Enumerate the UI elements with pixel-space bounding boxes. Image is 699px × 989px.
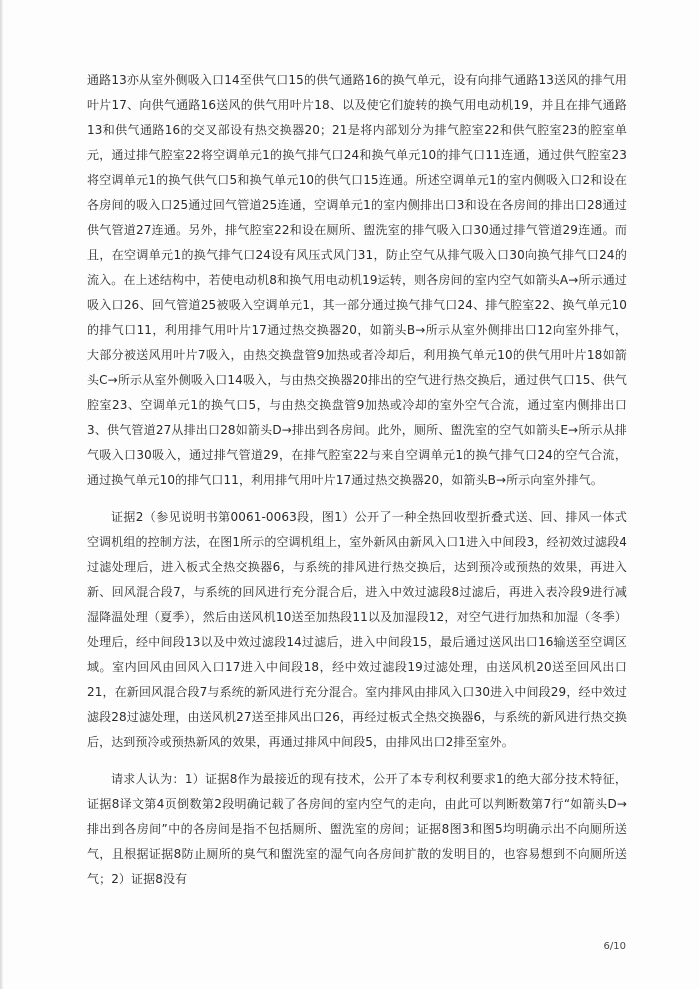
- paragraph-requester-argument: 请求人认为：1）证据8作为最接近的现有技术，公开了本专利权利要求1的绝大部分技术特征，证据8译文第4页倒数第2段明确记载了各房间的室内空气的走向，由此可以判断数第7行“如箭头D→排出到各房间”中的各房间是指不包括厕所、盥洗室的房间；证据8图3和图5均明确示出不向厕所送气，且根据证据8防止厕所的臭气和盥洗室的湿气向各房间扩散的发明目的，也容易想到不向厕所送气；2）证据8没有: [87, 772, 627, 886]
- page-number: 6/10: [603, 941, 626, 952]
- document-body: [87, 68, 627, 892]
- page-edge-shadow: [0, 0, 3, 989]
- paragraph-evidence2-description: 证据2（参见说明书第0061-0063段，图1）公开了一种全热回收型折叠式送、回、排风一体式空调机组的控制方法，在图1所示的空调机组上，室外新风由新风入口1进入中间段3，经初效过滤段4过滤处理后，进入板式全热交换器6，与系统的排风进行热交换后，达到预冷或预热的效果，再进入新、回风混合段7，与系统的回风进行充分混合后，进入中效过滤段8过滤后，再进入表冷段9进行减湿降温处理（夏季），然后由送风机10送至加热段11以及加湿段12，对空气进行加热和加湿（冬季）处理后，经中间段13以及中效过滤段14过滤后，进入中间段15，最后通过送风出口16输送至空调区域。室内回风由回风入口17进入中间段18，经中效过滤段19过滤处理，由送风机20送至回风出口21，在新回风混合段7与系统的新风进行充分混合。室内排风由排风入口30进入中间段29，经中效过滤段28过滤处理，由送风机27送至排风出口26，再经过板式全热交换器6，与系统的新风进行热交换后，达到预冷或预热新风的效果，再通过排风中间段5，由排风出口2排至室外。: [87, 510, 627, 749]
- paragraph-evidence8-description: 通路13亦从室外侧吸入口14至供气口15的供气通路16的换气单元，设有向排气通路13送风的排气用叶片17、向供气通路16送风的供气用叶片18、以及使它们旋转的换气用电动机19，并且在排气通路13和供气通路16的交叉部设有热交换器20；21是将内部划分为排气腔室22和供气腔室23的腔室单元，通过排气腔室22将空调单元1的换气排气口24和换气单元10的排气口11连通，通过供气腔室23将空调单元1的换气供气口5和换气单元10的供气口15连通。所述空调单元1的室内侧吸入口2和设在各房间的吸入口25通过回气管道25连通，空调单元1的室内侧排出口3和设在各房间的排出口28通过供气管道27连通。另外，排气腔室22和设在厕所、盥洗室的排气吸入口30通过排气管道29连通。而且，在空调单元1的换气排气口24设有风压式风门31，防止空气从排气吸入口30向换气排气口24的流入。在上述结构中，若使电动机8和换气用电动机19运转，则各房间的室内空气如箭头A→所示通过吸入口26、回气管道25被吸入空调单元1，其一部分通过换气排气口24、排气腔室22、换气单元10的排气口11，利用排气用叶片17通过热交换器20，如箭头B→所示从室外侧排出口12向室外排气，大部分被送风用叶片7吸入，由热交换盘管9加热或者冷却后，利用换气单元10的供气用叶片18如箭头C→所示从室外侧吸入口14吸入，与由热交换器20排出的空气进行热交换后，通过供气口15、供气腔室23、空调单元1的换气口5，与由热交换盘管9加热或冷却的室外空气合流，通过室内侧排出口3、供气管道27从排出口28如箭头D→排出到各房间。此外，厕所、盥洗室的空气如箭头E→所示从排气吸入口30吸入，通过排气管道29，在排气腔室22与来自空调单元1的换气排气口24的空气合流，通过换气单元10的排气口11，利用排气用叶片17通过热交换器20，如箭头B→所示向室外排气。: [87, 73, 627, 487]
